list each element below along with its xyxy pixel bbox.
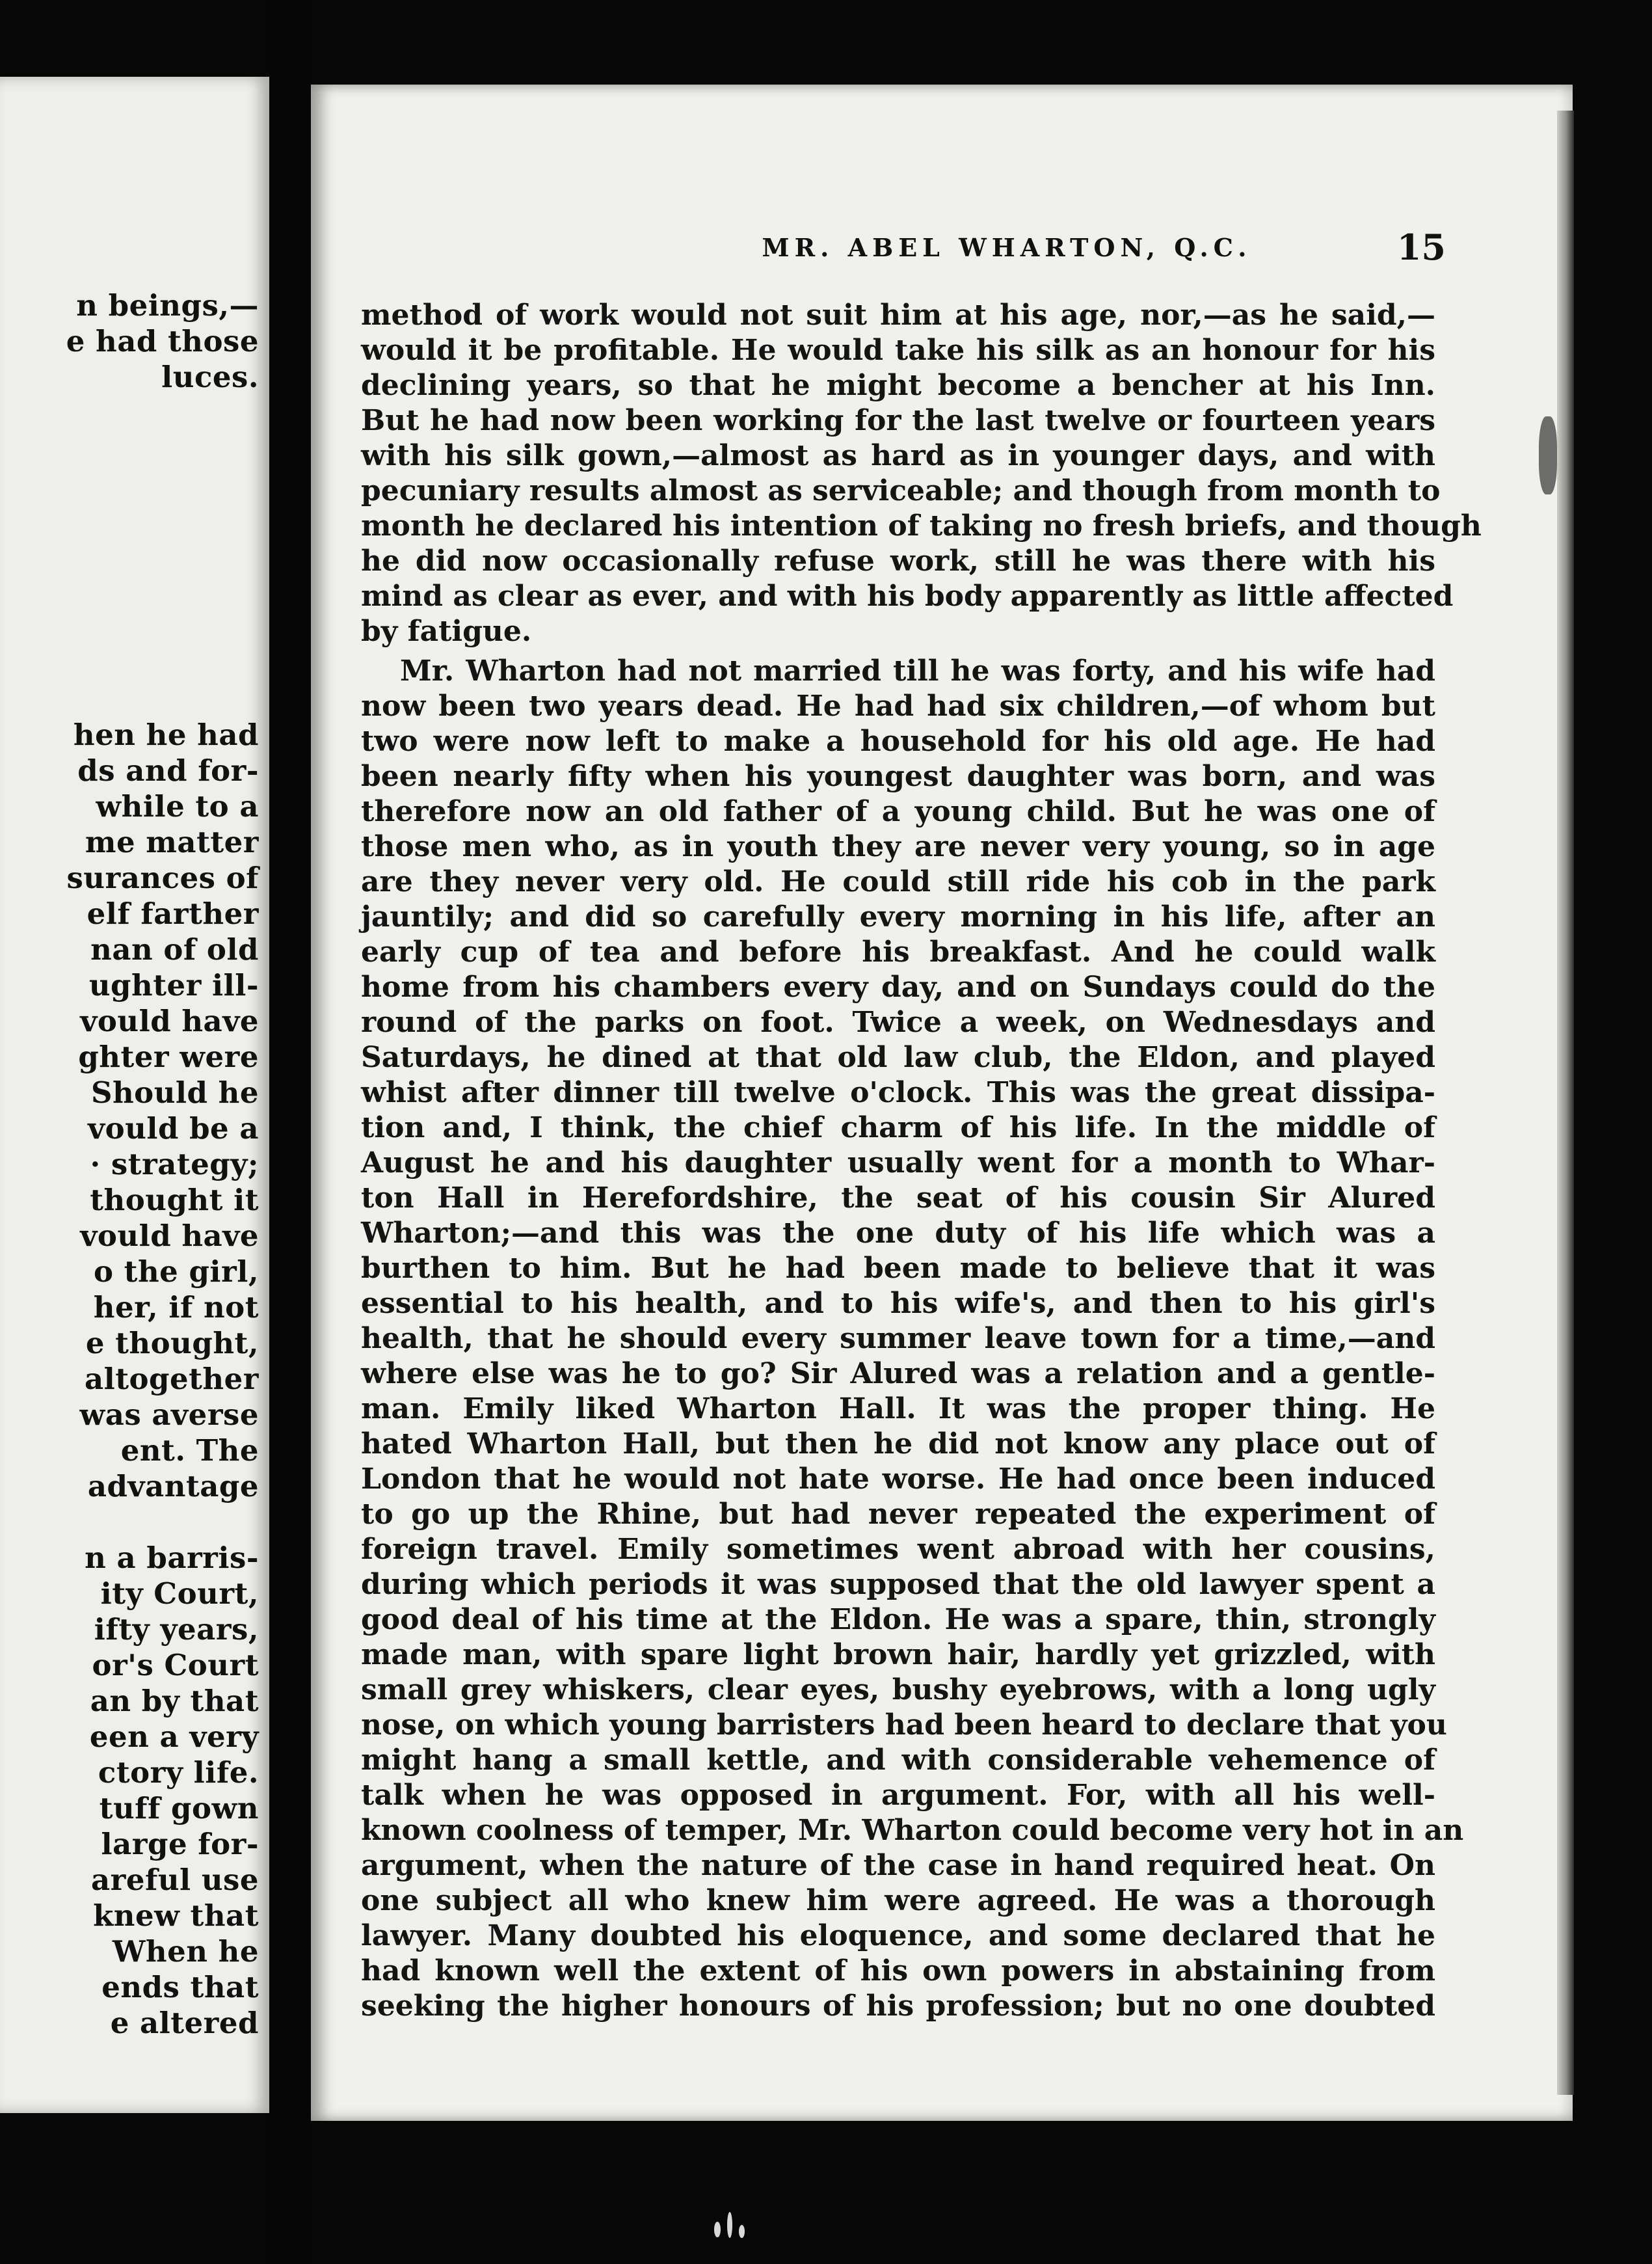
text-line: But he had now been working for the last twelve or fourteen years (361, 404, 1435, 437)
left-page-line: or's Court (92, 1648, 259, 1682)
text-line: would it be profitable. He would take his silk as an honour for his (361, 334, 1435, 367)
text-line: declining years, so that he might become a bencher at his Inn. (361, 369, 1435, 402)
text-line: round of the parks on foot. Twice a week, on Wednesdays and (361, 1006, 1435, 1039)
left-page-line: me matter (85, 825, 259, 859)
text-line: talk when he was opposed in argument. For, with all his well- (361, 1779, 1435, 1812)
left-page-line: altogether (85, 1362, 259, 1396)
left-page-line: ughter ill- (88, 968, 259, 1003)
text-line: argument, when the nature of the case in hand required heat. On (361, 1849, 1435, 1882)
left-page-line: while to a (96, 789, 259, 824)
text-line: seeking the higher honours of his profession; but no one doubted (361, 1989, 1435, 2023)
text-line: are they never very old. He could still ride his cob in the park (361, 865, 1435, 898)
left-page-line: n beings,— (76, 288, 259, 323)
left-page (0, 77, 269, 2113)
text-line: lawyer. Many doubted his eloquence, and some declared that he (361, 1919, 1435, 1952)
page-edge (1557, 111, 1574, 2095)
left-page-line: areful use (90, 1863, 259, 1897)
left-page-line: hen he had (73, 718, 259, 752)
left-page-line: een a very (89, 1719, 259, 1754)
text-line: therefore now an old father of a young child. But he was one of (361, 795, 1435, 828)
left-page-line: ends that (101, 1970, 259, 2004)
text-line: burthen to him. But he had been made to believe that it was (361, 1252, 1435, 1285)
text-line: one subject all who knew him were agreed. He was a thorough (361, 1884, 1435, 1917)
text-line: tion and, I think, the chief charm of his life. In the middle of (361, 1111, 1435, 1144)
left-page-line: vould be a (87, 1111, 259, 1146)
text-line: where else was he to go? Sir Alured was a relation and a gentle- (361, 1357, 1435, 1390)
left-page-line: o the girl, (93, 1254, 259, 1289)
left-page-line: When he (112, 1934, 259, 1969)
text-line: August he and his daughter usually went for a month to Whar- (361, 1146, 1435, 1179)
left-page-line: thought it (90, 1183, 259, 1217)
text-line: two were now left to make a household for his old age. He had (361, 725, 1435, 758)
left-page-line: e thought, (85, 1326, 259, 1360)
left-page-line: her, if not (93, 1290, 259, 1325)
running-head: MR. ABEL WHARTON, Q.C. (762, 233, 1252, 262)
left-page-line: vould have (80, 1004, 259, 1038)
text-line: whist after dinner till twelve o'clock. This was the great dissipa- (361, 1076, 1435, 1109)
text-line: man. Emily liked Wharton Hall. It was the proper thing. He (361, 1392, 1435, 1425)
text-line: with his silk gown,—almost as hard as in younger days, and with (361, 439, 1435, 472)
right-page (311, 85, 1573, 2121)
text-line: had known well the extent of his own powers in abstaining from (361, 1954, 1435, 1988)
left-page-line: e had those (66, 324, 259, 358)
left-page-line: large for- (101, 1827, 259, 1861)
left-page-line: Should he (90, 1075, 259, 1110)
left-page-line: vould have (80, 1219, 259, 1253)
left-page-line: surances of (66, 861, 259, 895)
text-line: small grey whiskers, clear eyes, bushy eyebrows, with a long ugly (361, 1673, 1435, 1706)
text-line: method of work would not suit him at his age, nor,—as he said,— (361, 299, 1435, 332)
page-smudge (1539, 416, 1557, 494)
text-line: during which periods it was supposed that the old lawyer spent a (361, 1568, 1435, 1601)
text-line: nose, on which young barristers had been heard to declare that you (361, 1708, 1447, 1742)
text-line: Saturdays, he dined at that old law club, the Eldon, and played (361, 1041, 1435, 1074)
text-line: to go up the Rhine, but had never repeated the experiment of (361, 1498, 1435, 1531)
text-line: hated Wharton Hall, but then he did not know any place out of (361, 1427, 1435, 1461)
left-page-line: an by that (90, 1684, 259, 1718)
left-page-line: knew that (93, 1898, 259, 1933)
text-line: Mr. Wharton had not married till he was forty, and his wife had (400, 654, 1435, 688)
text-line: might hang a small kettle, and with considerable vehemence of (361, 1744, 1435, 1777)
page-number: 15 (1396, 226, 1446, 268)
text-line: made man, with spare light brown hair, hardly yet grizzled, with (361, 1638, 1435, 1671)
text-line: pecuniary results almost as serviceable; and though from month to (361, 474, 1441, 507)
text-line: those men who, as in youth they are never very young, so in age (361, 830, 1435, 863)
left-page-line: nan of old (90, 932, 259, 967)
binding-mark (727, 2212, 732, 2238)
text-line: health, that he should every summer leave town for a time,—and (361, 1322, 1435, 1355)
text-line: known coolness of temper, Mr. Wharton could become very hot in an (361, 1814, 1464, 1847)
left-page-line: ghter were (78, 1040, 259, 1074)
text-line: month he declared his intention of taking no fresh briefs, and though (361, 509, 1482, 543)
binding-mark (714, 2222, 721, 2237)
binding-mark (739, 2225, 745, 2238)
text-line: London that he would not hate worse. He had once been induced (361, 1462, 1435, 1496)
left-page-line: ds and for- (77, 753, 259, 788)
text-line: by fatigue. (361, 615, 532, 648)
text-line: home from his chambers every day, and on Sundays could do the (361, 971, 1435, 1004)
left-page-line: ent. The (120, 1433, 259, 1468)
left-page-line: ity Court, (100, 1576, 259, 1611)
text-line: now been two years dead. He had had six children,—of whom but (361, 690, 1435, 723)
text-line: he did now occasionally refuse work, still he was there with his (361, 545, 1435, 578)
left-page-line: was averse (79, 1397, 259, 1432)
left-page-line: · strategy; (90, 1147, 259, 1181)
book-gutter (269, 0, 312, 2264)
left-page-line: ifty years, (94, 1612, 259, 1647)
left-page-line: ctory life. (98, 1755, 259, 1790)
text-line: been nearly fifty when his youngest daughter was born, and was (361, 760, 1435, 793)
left-page-line: luces. (161, 360, 259, 394)
left-page-line: e altered (110, 2006, 259, 2040)
text-line: essential to his health, and to his wife's, and then to his girl's (361, 1287, 1435, 1320)
text-line: jauntily; and did so carefully every morning in his life, after an (361, 900, 1435, 934)
text-line: good deal of his time at the Eldon. He was a spare, thin, strongly (361, 1603, 1435, 1636)
left-page-line: n a barris- (85, 1541, 259, 1575)
text-line: ton Hall in Herefordshire, the seat of his cousin Sir Alured (361, 1181, 1435, 1215)
left-page-line: advantage (87, 1469, 259, 1503)
text-line: foreign travel. Emily sometimes went abroad with her cousins, (361, 1533, 1435, 1566)
text-line: mind as clear as ever, and with his body apparently as little affected (361, 580, 1454, 613)
left-page-line: elf farther (87, 896, 259, 931)
text-line: early cup of tea and before his breakfast. And he could walk (361, 936, 1435, 969)
text-line: Wharton;—and this was the one duty of his life which was a (361, 1217, 1435, 1250)
left-page-line: tuff gown (99, 1791, 259, 1826)
